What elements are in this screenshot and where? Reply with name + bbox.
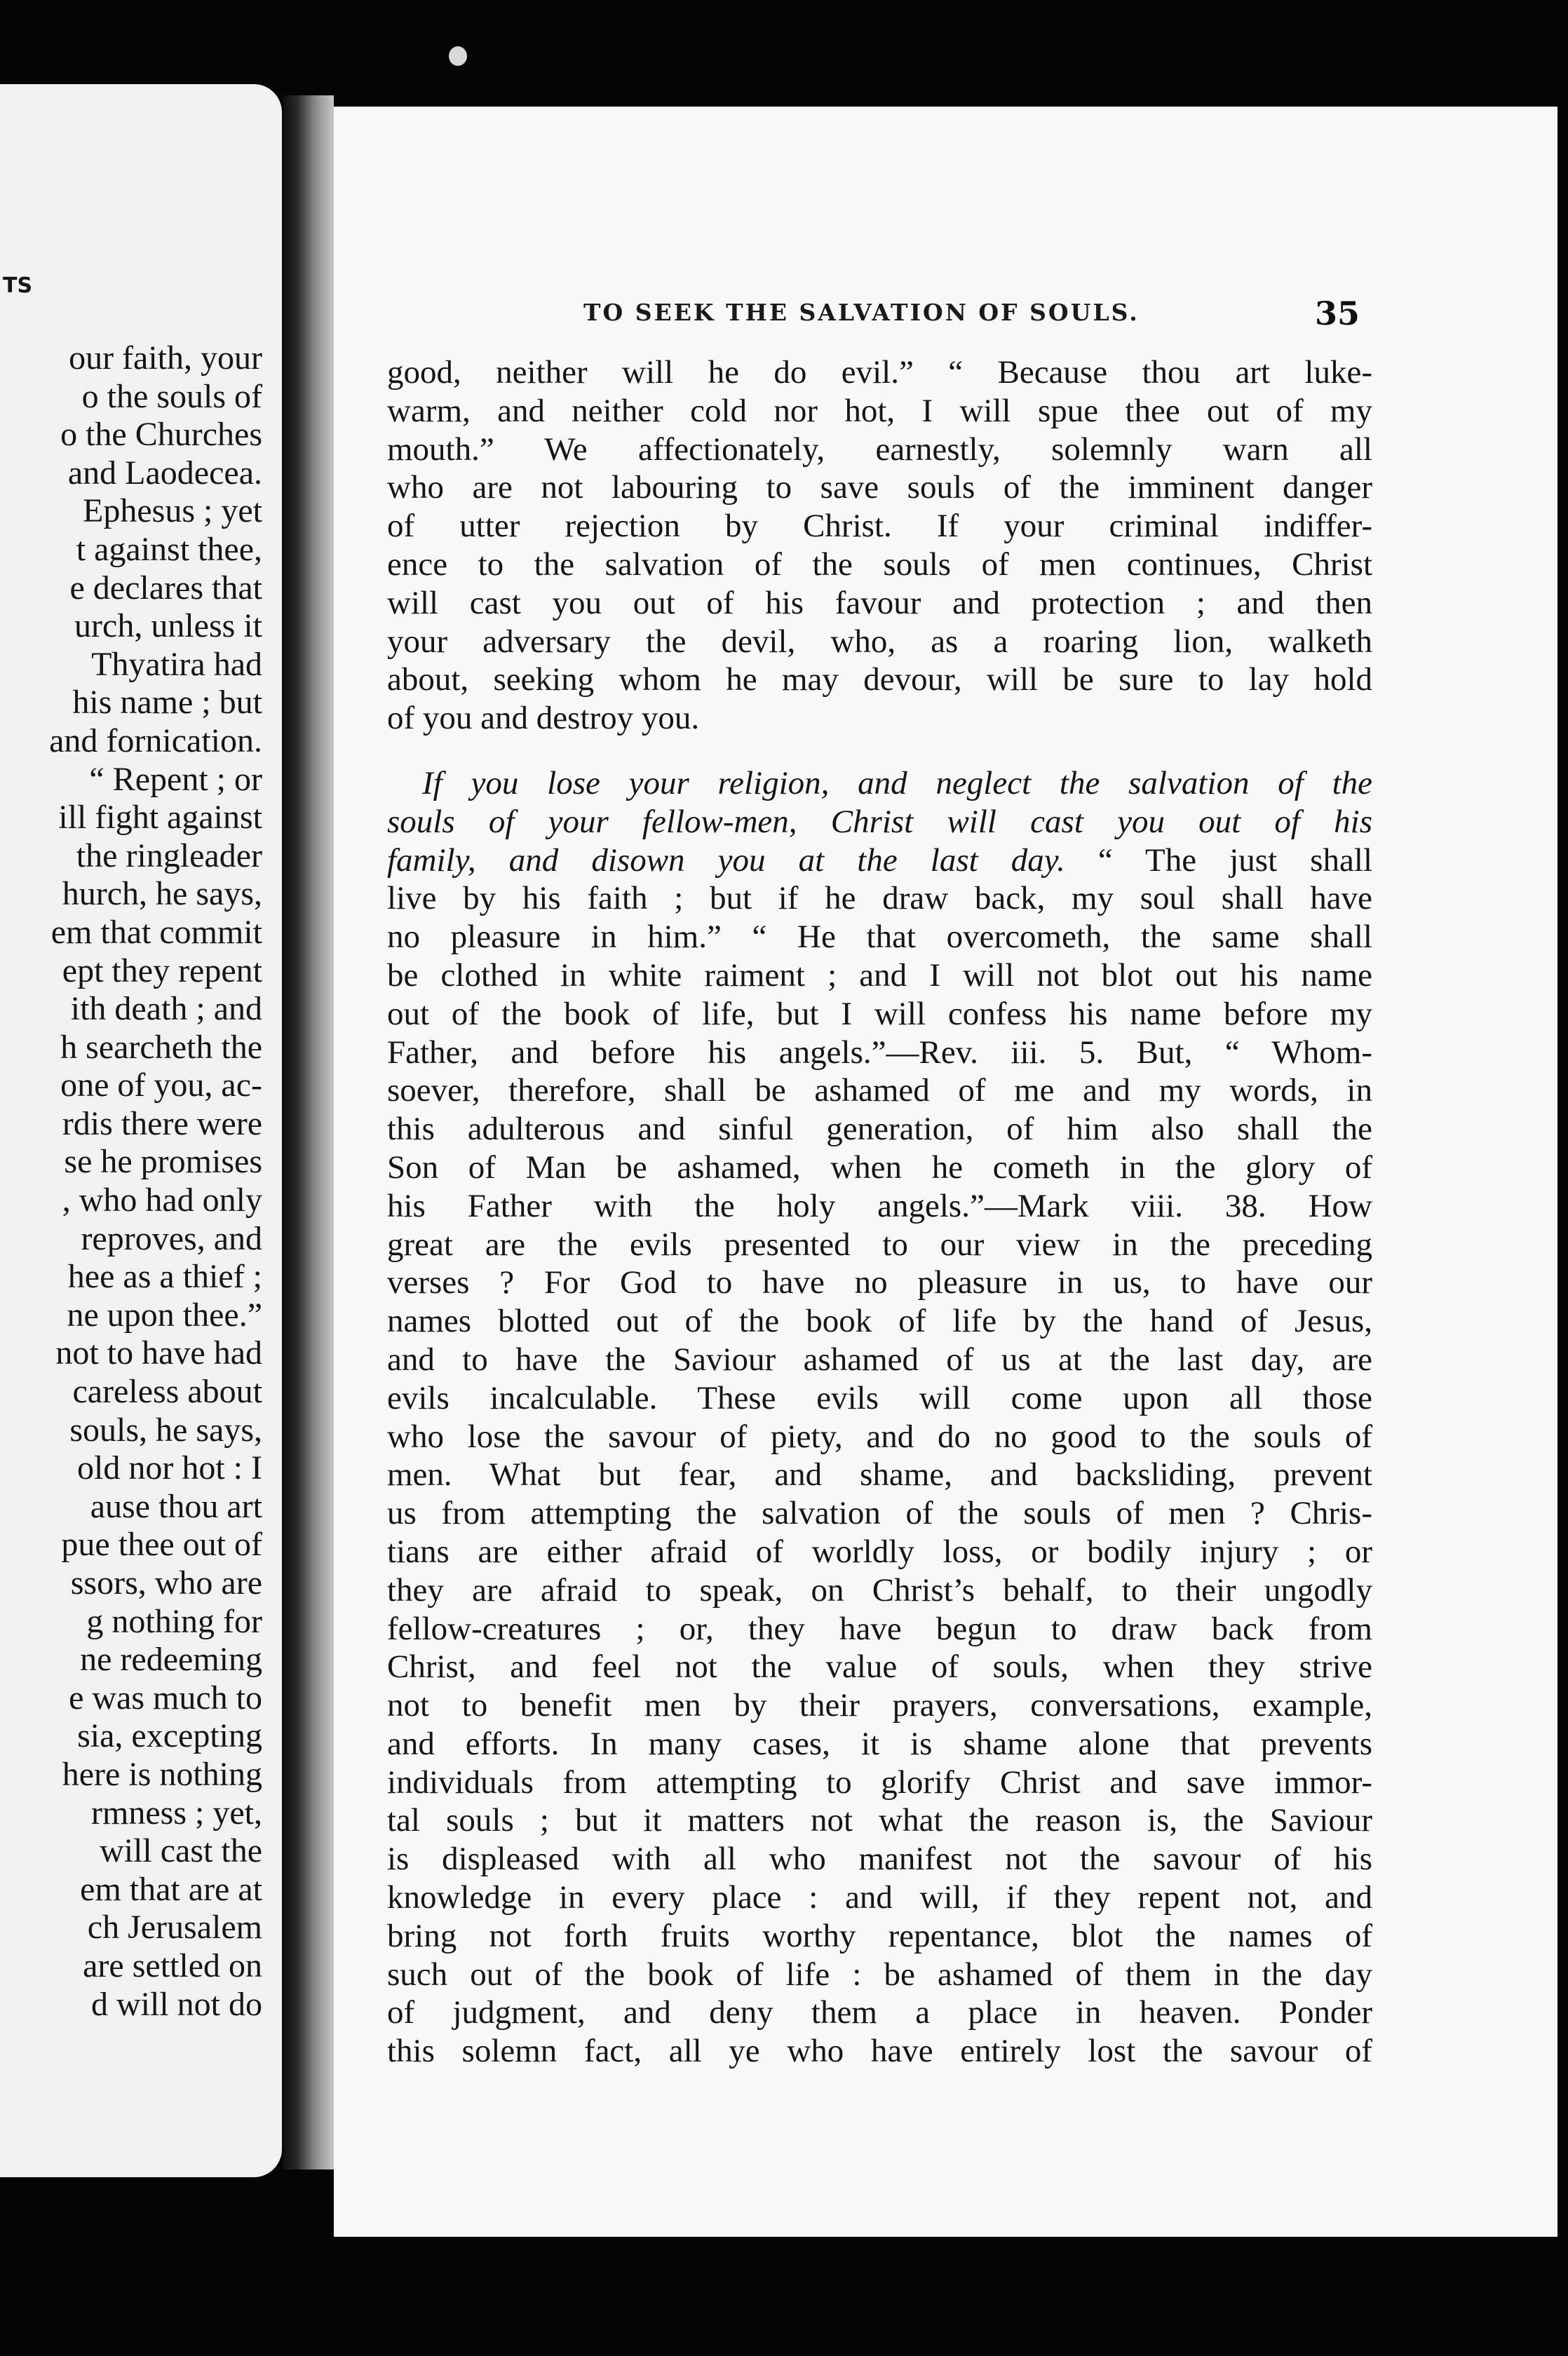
text-line: about, seeking whom he may devour, will be sure to lay hold bbox=[387, 661, 1372, 698]
left-text-line: , who had only bbox=[62, 1182, 262, 1219]
text-line: your adversary the devil, who, as a roaring lion, walketh bbox=[387, 623, 1372, 660]
text-line: evils incalculable. These evils will come upon all those bbox=[387, 1379, 1372, 1416]
left-text-line: g nothing for bbox=[86, 1602, 262, 1640]
text-line: us from attempting the salvation of the souls of men ? Chris- bbox=[387, 1495, 1372, 1532]
text-line: out of the book of life, but I will confess his name before my bbox=[387, 995, 1372, 1032]
left-text-line: careless about bbox=[72, 1373, 262, 1411]
text-line: live by his faith ; but if he draw back, my soul shall have bbox=[387, 880, 1372, 917]
left-text-line: “ Repent ; or bbox=[89, 760, 262, 798]
left-text-line: ith death ; and bbox=[70, 990, 262, 1028]
text-line: they are afraid to speak, on Christ’s behalf, to their ungodly bbox=[387, 1571, 1372, 1609]
left-text-line: rdis there were bbox=[62, 1104, 262, 1142]
text-line: tians are either afraid of worldly loss, or bodily injury ; or bbox=[387, 1533, 1372, 1570]
left-text-line: our faith, your bbox=[69, 339, 262, 377]
left-facing-page bbox=[0, 84, 282, 2177]
left-page-text bbox=[0, 339, 262, 2024]
left-text-line: sia, excepting bbox=[77, 1717, 262, 1755]
page-number: 35 bbox=[1315, 294, 1360, 332]
left-text-line: e was much to bbox=[69, 1679, 262, 1717]
text-line: and to have the Saviour ashamed of us at the last day, are bbox=[387, 1341, 1372, 1378]
left-text-line: and fornication. bbox=[49, 722, 262, 759]
text-line: souls of your fellow-men, Christ will cast you out of his bbox=[387, 803, 1372, 840]
paragraph-2 bbox=[387, 764, 1372, 2071]
text-line: who lose the savour of piety, and do no good to the souls of bbox=[387, 1418, 1372, 1455]
left-text-line: his name ; but bbox=[72, 684, 262, 722]
left-text-line: Thyatira had bbox=[91, 645, 262, 683]
italic-text: family, and disown you at the last day. bbox=[387, 841, 1065, 879]
left-text-line: d will not do bbox=[90, 1985, 262, 2023]
running-head: TO SEEK THE SALVATION OF SOULS. bbox=[583, 299, 1140, 326]
left-text-line: old nor hot : I bbox=[77, 1449, 262, 1487]
paragraph-1 bbox=[387, 353, 1372, 738]
quote-start: “ The just shall bbox=[1065, 841, 1372, 879]
text-line: Son of Man be ashamed, when he cometh in the glory of bbox=[387, 1149, 1372, 1186]
text-line: individuals from attempting to glorify Christ and save immor- bbox=[387, 1763, 1372, 1801]
text-line: soever, therefore, shall be ashamed of me and my words, in bbox=[387, 1072, 1372, 1109]
text-line: good, neither will he do evil.” “ Because thou art luke- bbox=[387, 354, 1372, 391]
book-gutter bbox=[282, 95, 334, 2169]
text-line: who are not labouring to save souls of the imminent danger bbox=[387, 469, 1372, 506]
left-text-line: urch, unless it bbox=[74, 607, 262, 645]
text-line: warm, and neither cold nor hot, I will spue thee out of my bbox=[387, 392, 1372, 429]
left-text-line: em that commit bbox=[50, 913, 262, 951]
text-line: this adulterous and sinful generation, of him also shall the bbox=[387, 1111, 1372, 1148]
text-line: of utter rejection by Christ. If your criminal indiffer- bbox=[387, 508, 1372, 545]
left-text-line: Ephesus ; yet bbox=[83, 492, 262, 530]
text-line: If you lose your religion, and neglect the salvation of the bbox=[422, 764, 1372, 801]
text-line: of you and destroy you. bbox=[387, 700, 700, 737]
left-text-line: rmness ; yet, bbox=[91, 1794, 262, 1832]
left-text-line: ause thou art bbox=[90, 1487, 262, 1525]
text-line: of judgment, and deny them a place in heaven. Ponder bbox=[387, 1994, 1372, 2031]
left-text-line: ne redeeming bbox=[80, 1641, 262, 1679]
text-line: no pleasure in him.” “ He that overcometh, the same shall bbox=[387, 919, 1372, 956]
text-line: fellow-creatures ; or, they have begun to draw back from bbox=[387, 1610, 1372, 1647]
left-text-line: not to have had bbox=[55, 1334, 262, 1372]
text-line: names blotted out of the book of life by the hand of Jesus, bbox=[387, 1303, 1372, 1340]
text-line: verses ? For God to have no pleasure in us, to have our bbox=[387, 1264, 1372, 1301]
text-line: great are the evils presented to our view in the preceding bbox=[387, 1226, 1372, 1263]
text-line: ence to the salvation of the souls of men continues, Christ bbox=[387, 546, 1372, 583]
text-line: bring not forth fruits worthy repentance, blot the names of bbox=[387, 1917, 1372, 1954]
right-page bbox=[334, 107, 1557, 2237]
left-text-line: here is nothing bbox=[62, 1755, 262, 1793]
text-line: mouth.” We affectionately, earnestly, solemnly warn all bbox=[387, 431, 1372, 468]
left-text-line: em that are at bbox=[80, 1870, 262, 1908]
text-line bbox=[387, 841, 1372, 880]
left-text-line: ne upon thee.” bbox=[67, 1296, 262, 1334]
left-page-header-fragment: TS bbox=[3, 273, 33, 298]
text-line: this solemn fact, all ye who have entirely lost the savour of bbox=[387, 2033, 1372, 2070]
left-text-line: ch Jerusalem bbox=[87, 1909, 262, 1947]
left-text-line: souls, he says, bbox=[69, 1411, 262, 1449]
left-text-line: o the Churches bbox=[60, 416, 262, 454]
dust-speck bbox=[449, 46, 467, 66]
text-line: Father, and before his angels.”—Rev. iii. 5. But, “ Whom- bbox=[387, 1034, 1372, 1071]
text-line: tal souls ; but it matters not what the reason is, the Saviour bbox=[387, 1802, 1372, 1839]
left-text-line: one of you, ac- bbox=[60, 1067, 262, 1104]
left-text-line: o the souls of bbox=[81, 377, 262, 415]
left-text-line: ssors, who are bbox=[70, 1564, 262, 1602]
left-text-line: se he promises bbox=[64, 1143, 262, 1181]
text-line: be clothed in white raiment ; and I will not blot out his name bbox=[387, 956, 1372, 994]
text-line: his Father with the holy angels.”—Mark viii. 38. How bbox=[387, 1187, 1372, 1224]
text-line: not to benefit men by their prayers, conversations, example, bbox=[387, 1687, 1372, 1724]
left-text-line: e declares that bbox=[69, 569, 262, 607]
text-line: is displeased with all who manifest not the savour of his bbox=[387, 1841, 1372, 1878]
left-text-line: ill fight against bbox=[58, 799, 262, 837]
text-line: such out of the book of life : be ashamed of them in the day bbox=[387, 1956, 1372, 1993]
left-text-line: t against thee, bbox=[76, 530, 262, 568]
text-line: and efforts. In many cases, it is shame alone that prevents bbox=[387, 1725, 1372, 1762]
left-text-line: the ringleader bbox=[76, 837, 262, 874]
body-text bbox=[387, 353, 1372, 2071]
left-text-line: reproves, and bbox=[81, 1219, 262, 1257]
left-text-line: hurch, he says, bbox=[62, 875, 262, 913]
left-text-line: are settled on bbox=[83, 1947, 262, 1984]
left-text-line: hee as a thief ; bbox=[67, 1258, 262, 1296]
left-text-line: will cast the bbox=[100, 1832, 262, 1870]
text-line: Christ, and feel not the value of souls, when they strive bbox=[387, 1648, 1372, 1686]
left-text-line: h searcheth the bbox=[60, 1028, 262, 1066]
left-text-line: ept they repent bbox=[62, 952, 262, 989]
left-text-line: pue thee out of bbox=[61, 1526, 262, 1564]
text-line: men. What but fear, and shame, and backsliding, prevent bbox=[387, 1456, 1372, 1494]
text-line: will cast you out of his favour and protection ; and then bbox=[387, 584, 1372, 621]
text-line: knowledge in every place : and will, if they repent not, and bbox=[387, 1879, 1372, 1916]
left-text-line: and Laodecea. bbox=[67, 454, 262, 492]
